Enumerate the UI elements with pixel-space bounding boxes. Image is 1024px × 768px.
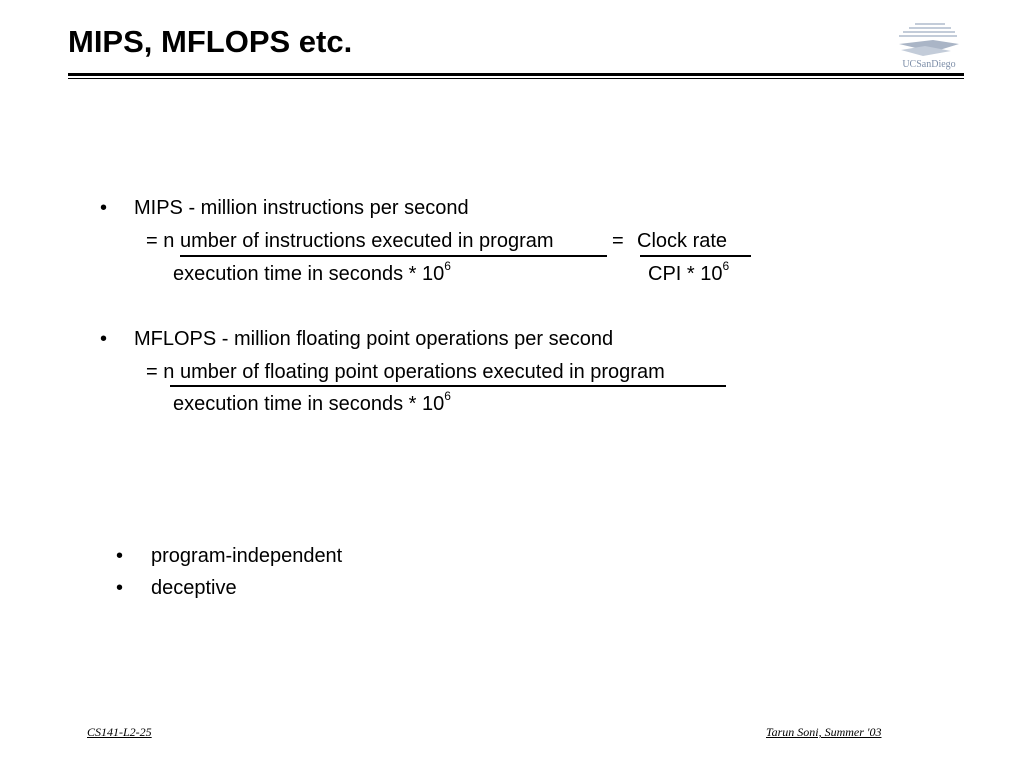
mips-fraction-line-left [180,255,607,257]
mflops-fraction-line [170,385,726,387]
mflops-denominator: execution time in seconds * $10^6$ [173,389,451,415]
mips-denominator: execution time in seconds * $10^6$ [173,259,451,285]
mips-eq-mid: = [612,230,624,252]
mips-clock-rate: Clock rate [637,230,728,252]
ucsd-logo [893,20,965,72]
logo-text: UCSanDiego [902,59,956,70]
note-bullet: • [116,577,124,599]
mflops-eq-prefix: = n [146,361,175,383]
mflops-heading: MFLOPS - million floating point operations per second [134,328,614,350]
mips-numerator: umber of instructions executed in program [180,230,554,252]
mips-fraction-line-right [640,255,751,257]
slide-title: MIPS, MFLOPS etc. [68,24,353,59]
mips-bullet: • [100,197,108,219]
mflops-numerator: umber of floating point operations executed in program [180,361,665,383]
title-rule-thick [68,73,964,76]
mips-cpi: CPI * $10^6$ [648,259,730,285]
note-deceptive: deceptive [151,577,237,599]
footer-slide-id: CS141-L2-25 [87,725,152,739]
mflops-bullet: • [100,328,108,350]
mips-heading: MIPS - million instructions per second [134,197,469,219]
note-bullet: • [116,545,124,567]
footer-author: Tarun Soni, Summer '03 [766,725,882,739]
note-program-independent: program-independent [151,545,343,567]
mips-eq-prefix: = n [146,230,175,252]
title-rule-thin [68,78,964,79]
